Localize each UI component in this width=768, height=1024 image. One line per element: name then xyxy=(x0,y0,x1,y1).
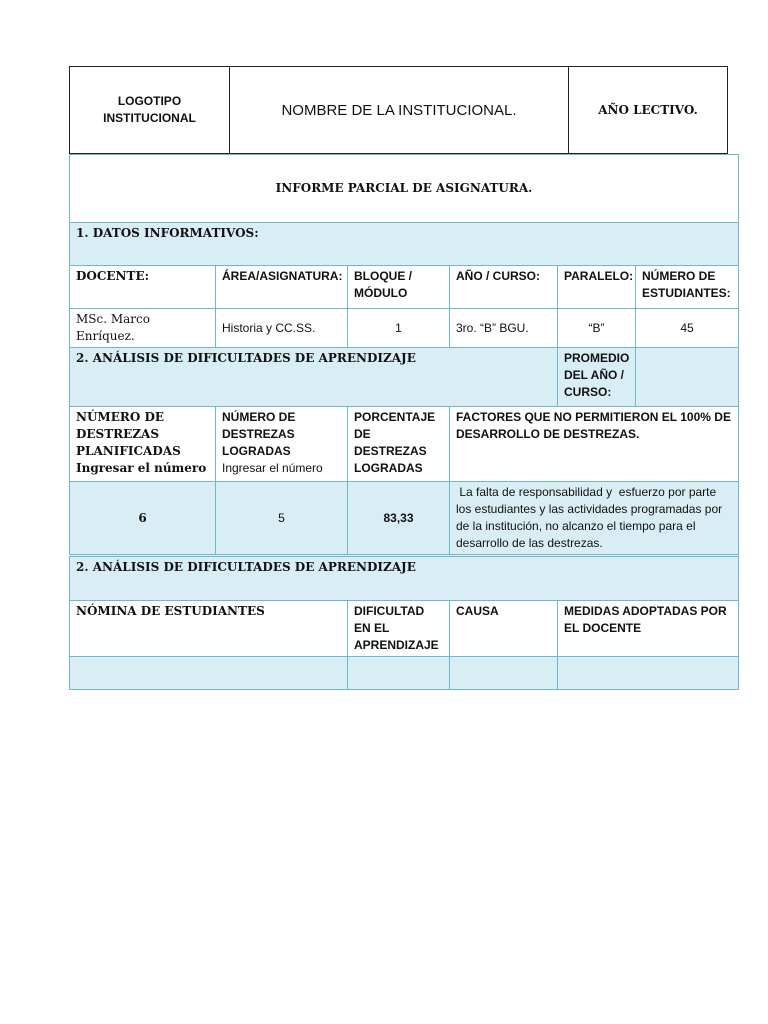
section-2-title: 2. ANÁLISIS DE DIFICULTADES DE APRENDIZAJE xyxy=(70,348,558,407)
medidas-cell[interactable] xyxy=(558,657,739,690)
area-header: ÁREA/ASIGNATURA: xyxy=(216,266,348,309)
planificadas-label: NÚMERO DE DESTREZAS PLANIFICADAS xyxy=(76,410,181,458)
numero-estudiantes-header: NÚMERO DE ESTUDIANTES: xyxy=(636,266,739,309)
paralelo-header: PARALELO: xyxy=(558,266,636,309)
medidas-header: MEDIDAS ADOPTADAS POR EL DOCENTE xyxy=(558,601,739,657)
report-title: INFORME PARCIAL DE ASIGNATURA. xyxy=(70,155,739,223)
nomina-cell[interactable] xyxy=(70,657,348,690)
logo-line-2: INSTITUCIONAL xyxy=(103,111,196,125)
logo-placeholder xyxy=(70,67,230,153)
paralelo-value: “B” xyxy=(558,309,636,348)
porcentaje-header: PORCENTAJE DE DESTREZAS LOGRADAS xyxy=(348,407,450,482)
dificultad-cell[interactable] xyxy=(348,657,450,690)
planificadas-header xyxy=(70,407,216,482)
logo-line-1: LOGOTIPO xyxy=(117,94,182,108)
anio-curso-header: AÑO / CURSO: xyxy=(450,266,558,309)
logradas-hint: Ingresar el número xyxy=(222,461,323,475)
promedio-value xyxy=(636,348,739,407)
planificadas-hint: Ingresar el número xyxy=(76,461,207,475)
logradas-value: 5 xyxy=(216,482,348,556)
school-year: AÑO LECTIVO. xyxy=(598,103,698,117)
planificadas-value: 6 xyxy=(70,482,216,556)
causa-cell[interactable] xyxy=(450,657,558,690)
section-1-title: 1. DATOS INFORMATIVOS: xyxy=(70,223,739,266)
factores-value: La falta de responsabilidad y esfuerzo por parte los estudiantes y las actividades programadas por de la institución, no alcanzo el tiempo para el desarrollo de las destrezas. xyxy=(450,482,739,556)
report-table xyxy=(69,154,739,690)
logradas-header xyxy=(216,407,348,482)
bloque-value: 1 xyxy=(348,309,450,348)
bloque-header: BLOQUE / MÓDULO xyxy=(348,266,450,309)
header-table xyxy=(69,66,728,154)
institution-name: NOMBRE DE LA INSTITUCIONAL. xyxy=(230,67,569,153)
nomina-header: NÓMINA DE ESTUDIANTES xyxy=(70,601,348,657)
area-value: Historia y CC.SS. xyxy=(216,309,348,348)
dificultad-header: DIFICULTAD EN EL APRENDIZAJE xyxy=(348,601,450,657)
section-3-title: 2. ANÁLISIS DE DIFICULTADES DE APRENDIZAJE xyxy=(70,556,739,601)
anio-curso-value: 3ro. “B” BGU. xyxy=(450,309,558,348)
causa-header: CAUSA xyxy=(450,601,558,657)
docente-value: MSc. Marco Enríquez. xyxy=(70,309,216,348)
numero-estudiantes-value: 45 xyxy=(636,309,739,348)
docente-header: DOCENTE: xyxy=(70,266,216,309)
factores-header: FACTORES QUE NO PERMITIERON EL 100% DE DESARROLLO DE DESTREZAS. xyxy=(450,407,739,482)
porcentaje-value: 83,33 xyxy=(348,482,450,556)
logradas-label: NÚMERO DE DESTREZAS LOGRADAS xyxy=(222,410,296,458)
promedio-label: PROMEDIO DEL AÑO / CURSO: xyxy=(558,348,636,407)
